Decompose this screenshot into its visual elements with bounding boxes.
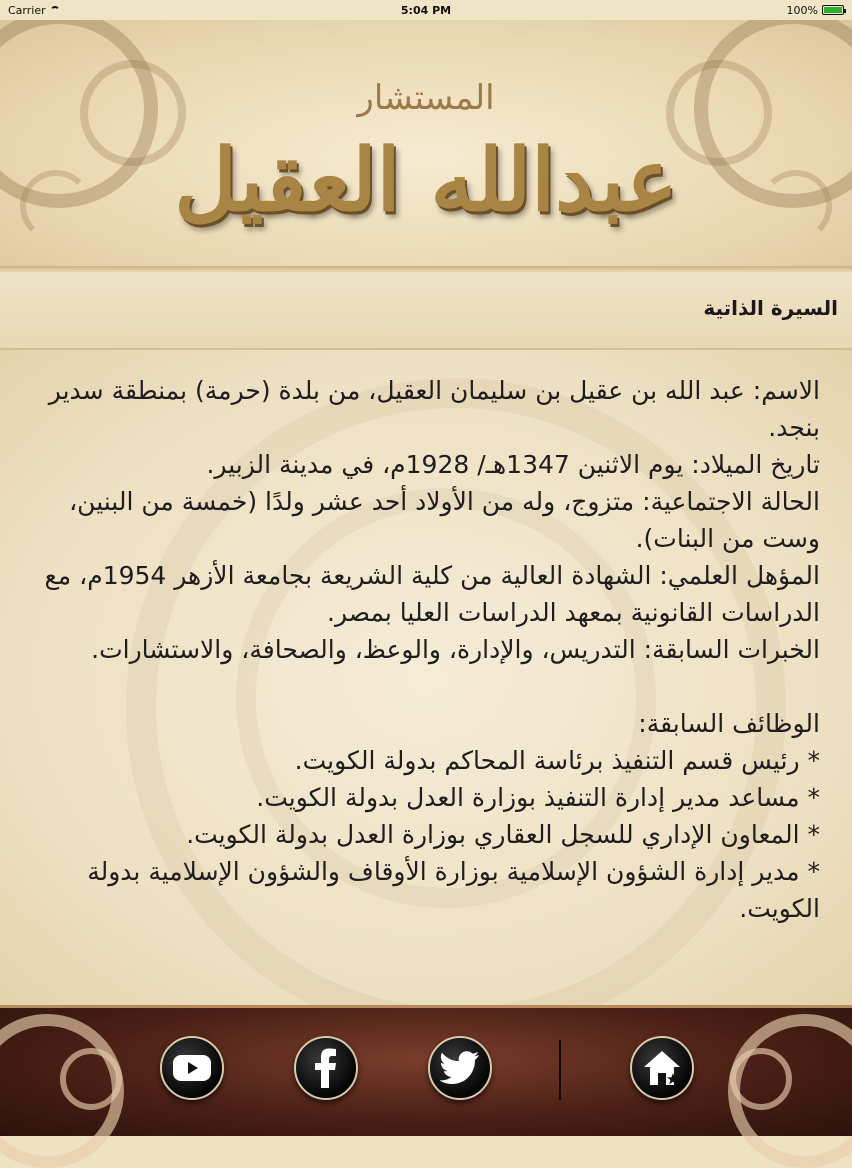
status-left — [8, 4, 60, 17]
job-item: * المعاون الإداري للسجل العقاري بوزارة العدل بدولة الكويت. — [186, 820, 820, 849]
facebook-button[interactable] — [294, 1036, 358, 1100]
header-title: عبدالله العقيل — [174, 130, 678, 231]
job-item: * مساعد مدير إدارة التنفيذ بوزارة العدل بدولة الكويت. — [256, 783, 820, 812]
section-title: السيرة الذاتية — [703, 296, 838, 320]
job-item: * رئيس قسم التنفيذ برئاسة المحاكم بدولة الكويت. — [294, 746, 820, 775]
battery-percent: 100% — [786, 3, 818, 17]
status-bar — [0, 0, 852, 20]
twitter-icon — [440, 1051, 480, 1085]
bio-line: الحالة الاجتماعية: متزوج، وله من الأولاد أحد عشر ولدًا (خمسة من البنين، وست من البنات). — [69, 487, 820, 553]
bottom-toolbar — [0, 1005, 852, 1136]
bio-line: المؤهل العلمي: الشهادة العالية من كلية الشريعة بجامعة الأزهر 1954م، مع الدراسات القانونية بمعهد الدراسات العليا بمصر. — [44, 561, 820, 627]
biography-text — [32, 372, 820, 927]
header-subtitle: المستشار — [357, 78, 495, 118]
carrier-label: Carrier — [8, 3, 46, 17]
home-button[interactable] — [630, 1036, 694, 1100]
section-bar — [0, 272, 852, 350]
wifi-icon — [50, 6, 60, 14]
toolbar-ornament-right-inner — [730, 1048, 792, 1110]
battery-icon — [822, 5, 844, 15]
bio-line: تاريخ الميلاد: يوم الاثنين 1347هـ/ 1928م، في مدينة الزبير. — [206, 450, 820, 479]
bio-line: الاسم: عبد الله بن عقيل بن سليمان العقيل، من بلدة (حرمة) بمنطقة سدير بنجد. — [48, 376, 820, 442]
bio-line: الخبرات السابقة: التدريس، والإدارة، والوعظ، والصحافة، والاستشارات. — [91, 635, 820, 664]
facebook-icon — [311, 1048, 341, 1088]
toolbar-divider — [559, 1040, 561, 1100]
status-right — [787, 4, 844, 17]
status-time: 5:04 PM — [400, 3, 452, 17]
jobs-title: الوظائف السابقة: — [638, 709, 820, 738]
youtube-icon — [172, 1053, 212, 1083]
biography-content[interactable] — [0, 350, 852, 1005]
youtube-button[interactable] — [160, 1036, 224, 1100]
spacer — [32, 668, 820, 705]
home-icon — [642, 1049, 682, 1087]
toolbar-ornament-left-inner — [60, 1048, 122, 1110]
job-item: * مدير إدارة الشؤون الإسلامية بوزارة الأوقاف والشؤون الإسلامية بدولة الكويت. — [87, 857, 820, 923]
app-header — [0, 20, 852, 268]
twitter-button[interactable] — [428, 1036, 492, 1100]
